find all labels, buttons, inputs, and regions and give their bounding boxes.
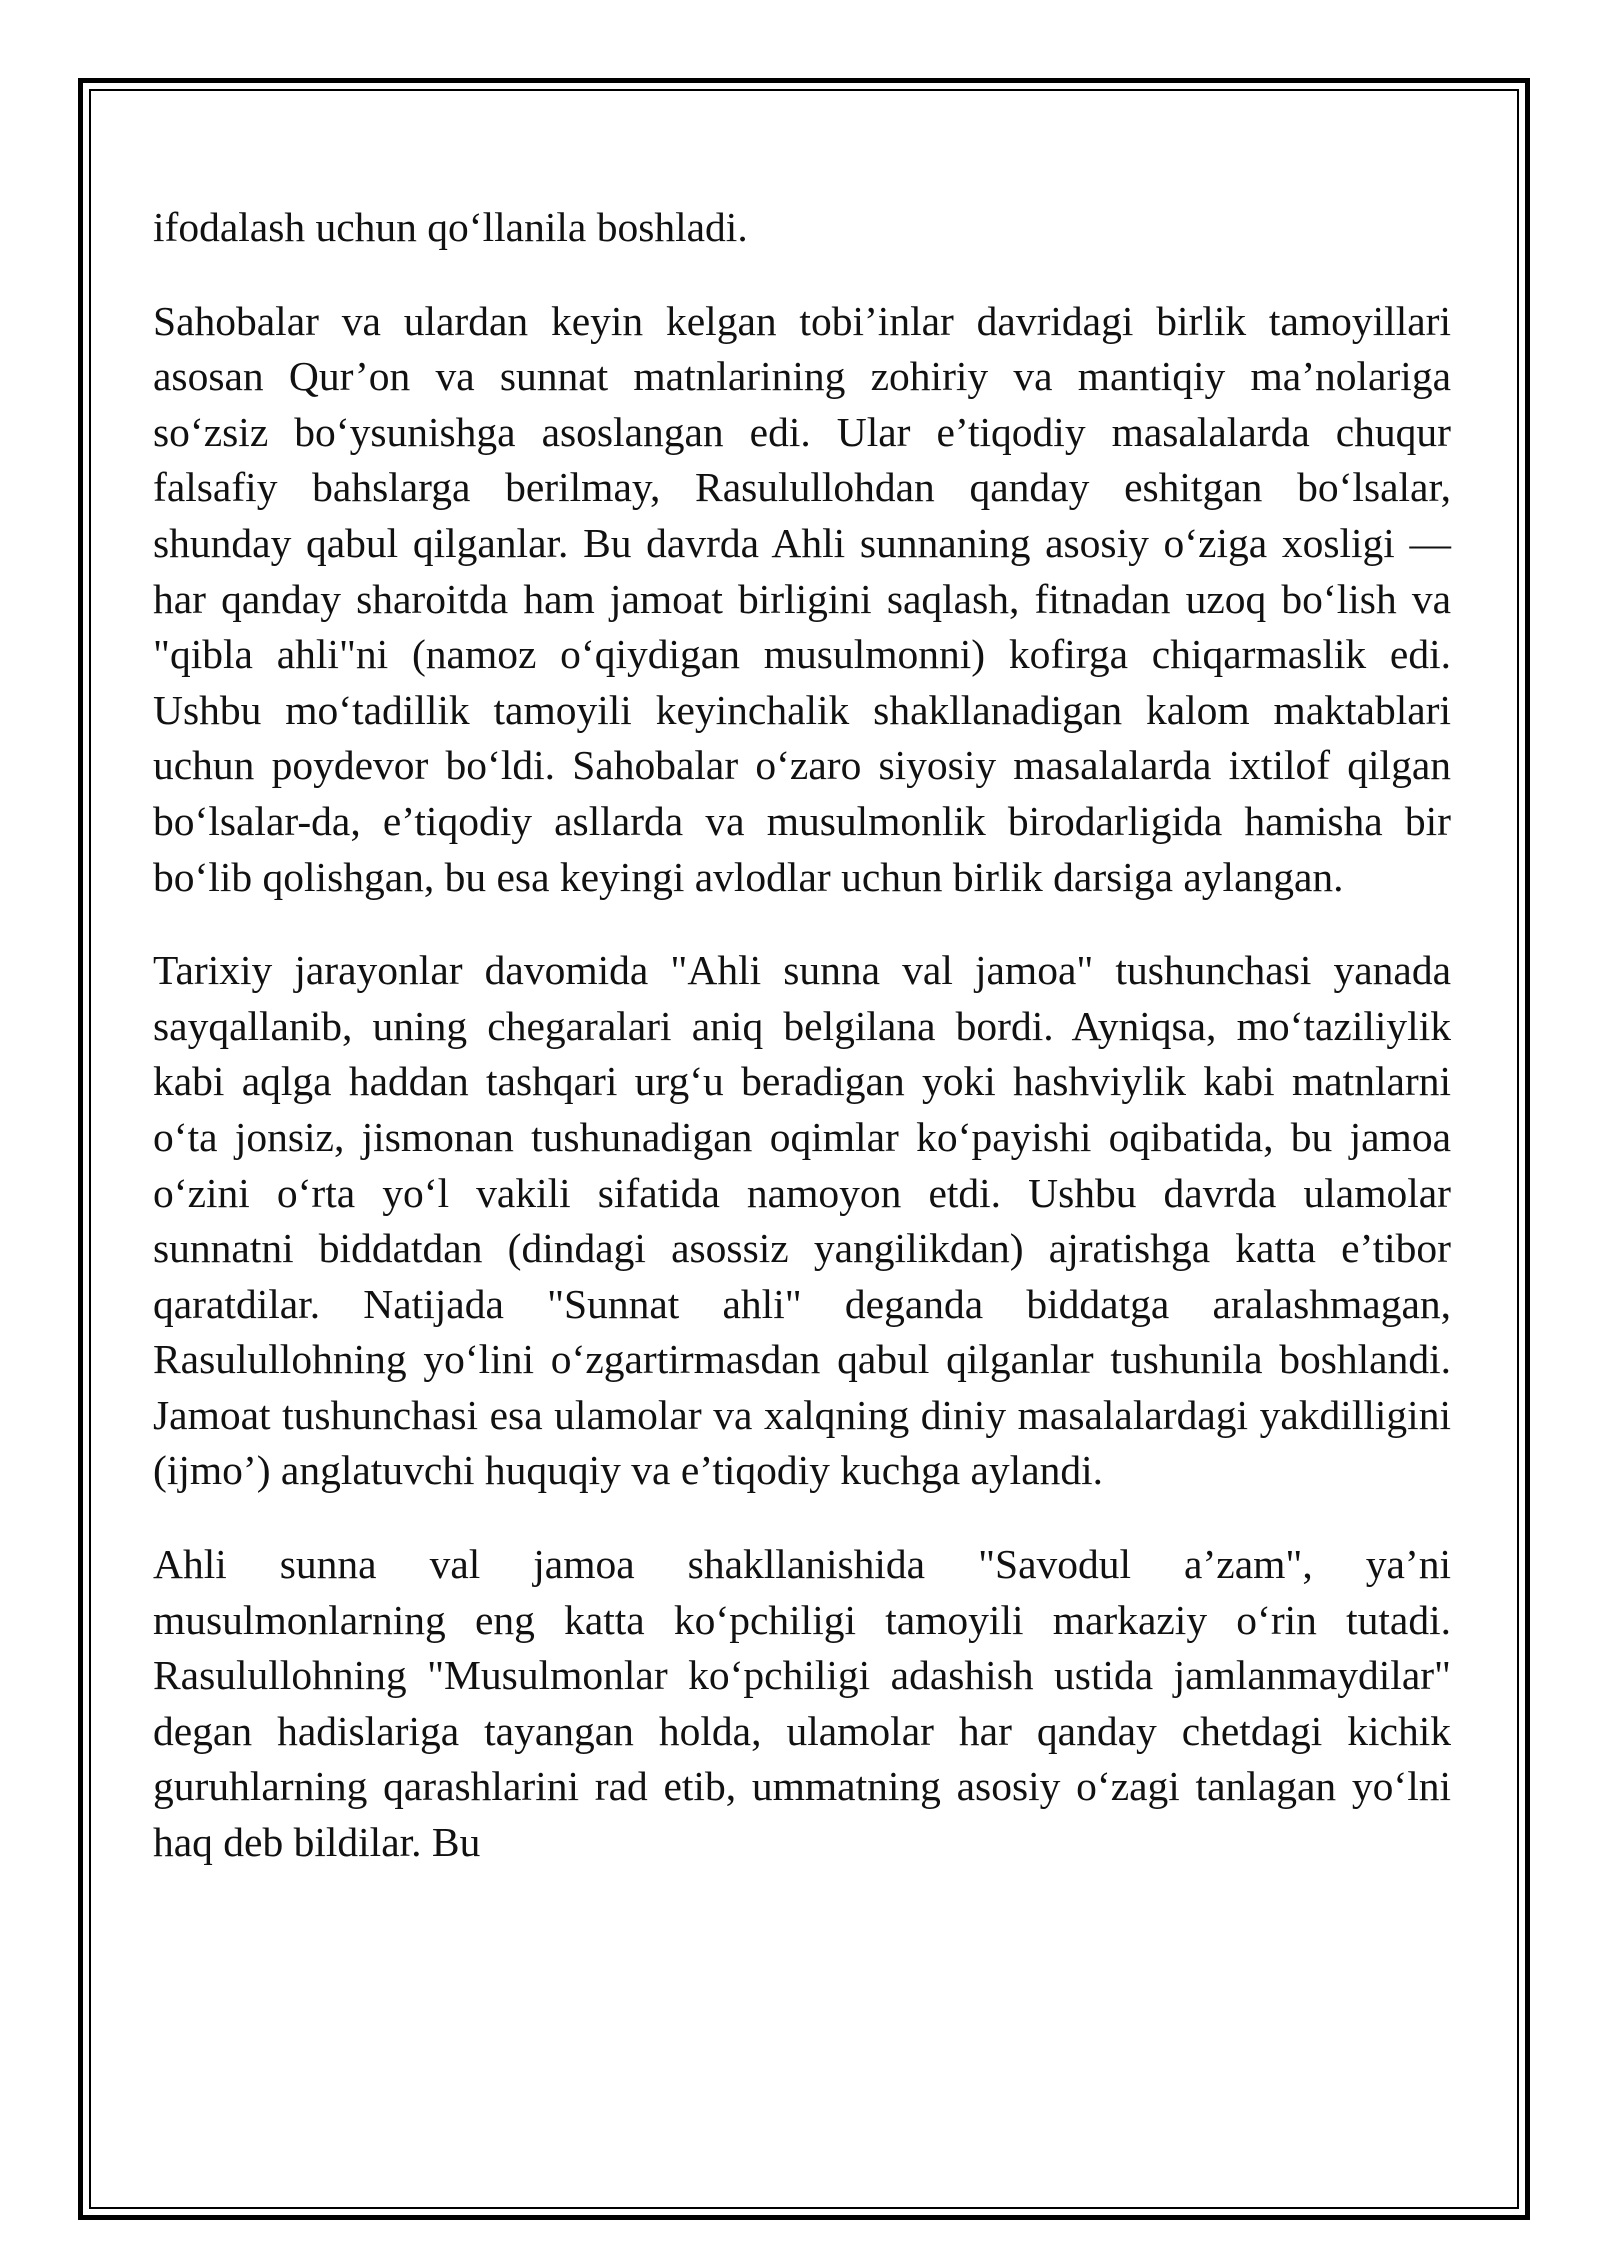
paragraph-tarixiy: Tarixiy jarayonlar davomida "Ahli sunna val jamoa" tushunchasi yanada sayqallanib, uning chegaralari aniq belgilana bordi. Ayniqsa, mo‘taziliylik kabi aqlga haddan tashqari urg‘u beradigan yoki hashviylik kabi matnlarni o‘ta jonsiz, jismonan tushunadigan oqimlar ko‘payishi oqibatida, bu jamoa o‘zini o‘rta yo‘l vakili sifatida namoyon etdi. Ushbu davrda ulamolar sunnatni biddatdan (dindagi asossiz yangilikdan) ajratishga katta e’tibor qaratdilar. Natijada "Sunnat ahli" deganda biddatga aralashmagan, Rasulullohning yo‘lini o‘zgartirmasdan qabul qilganlar tushunila boshlandi. Jamoat tushunchasi esa ulamolar va xalqning diniy masalalardagi yakdilligini (ijmo’) anglatuvchi huquqiy va e’tiqodiy kuchga aylandi. <box>153 947 1451 1494</box>
document-body <box>153 200 1451 1909</box>
paragraph-continuation: ifodalash uchun qo‘llanila boshladi. <box>153 204 748 250</box>
paragraph-savodul-azam: Ahli sunna val jamoa shakllanishida "Savodul a’zam", ya’ni musulmonlarning eng katta ko‘pchiligi tamoyili markaziy o‘rin tutadi. Rasulullohning "Musulmonlar ko‘pchiligi adashish ustida jamlanmaydilar" degan hadislariga tayangan holda, ulamolar har qanday chetdagi kichik guruhlarning qarashlarini rad etib, ummatning asosiy o‘zagi tanlagan yo‘lni haq deb bildilar. Bu <box>153 1541 1451 1866</box>
paragraph-sahobalar: Sahobalar va ulardan keyin kelgan tobi’inlar davridagi birlik tamoyillari asosan Qur’on va sunnat matnlarining zohiriy va mantiqiy ma’nolariga so‘zsiz bo‘ysunishga asoslangan edi. Ular e’tiqodiy masalalarda chuqur falsafiy bahslarga berilmay, Rasulullohdan qanday eshitgan bo‘lsalar, shunday qabul qilganlar. Bu davrda Ahli sunnaning asosiy o‘ziga xosligi — har qanday sharoitda ham jamoat birligini saqlash, fitnadan uzoq bo‘lish va "qibla ahli"ni (namoz o‘qiydigan musulmonni) kofirga chiqarmaslik edi. Ushbu mo‘tadillik tamoyili keyinchalik shakllanadigan kalom maktablari uchun poydevor bo‘ldi. Sahobalar o‘zaro siyosiy masalalarda ixtilof qilgan bo‘lsalar-da, e’tiqodiy asllarda va musulmonlik birodarligida hamisha bir bo‘lib qolishgan, bu esa keyingi avlodlar uchun birlik darsiga aylangan. <box>153 297 1451 900</box>
